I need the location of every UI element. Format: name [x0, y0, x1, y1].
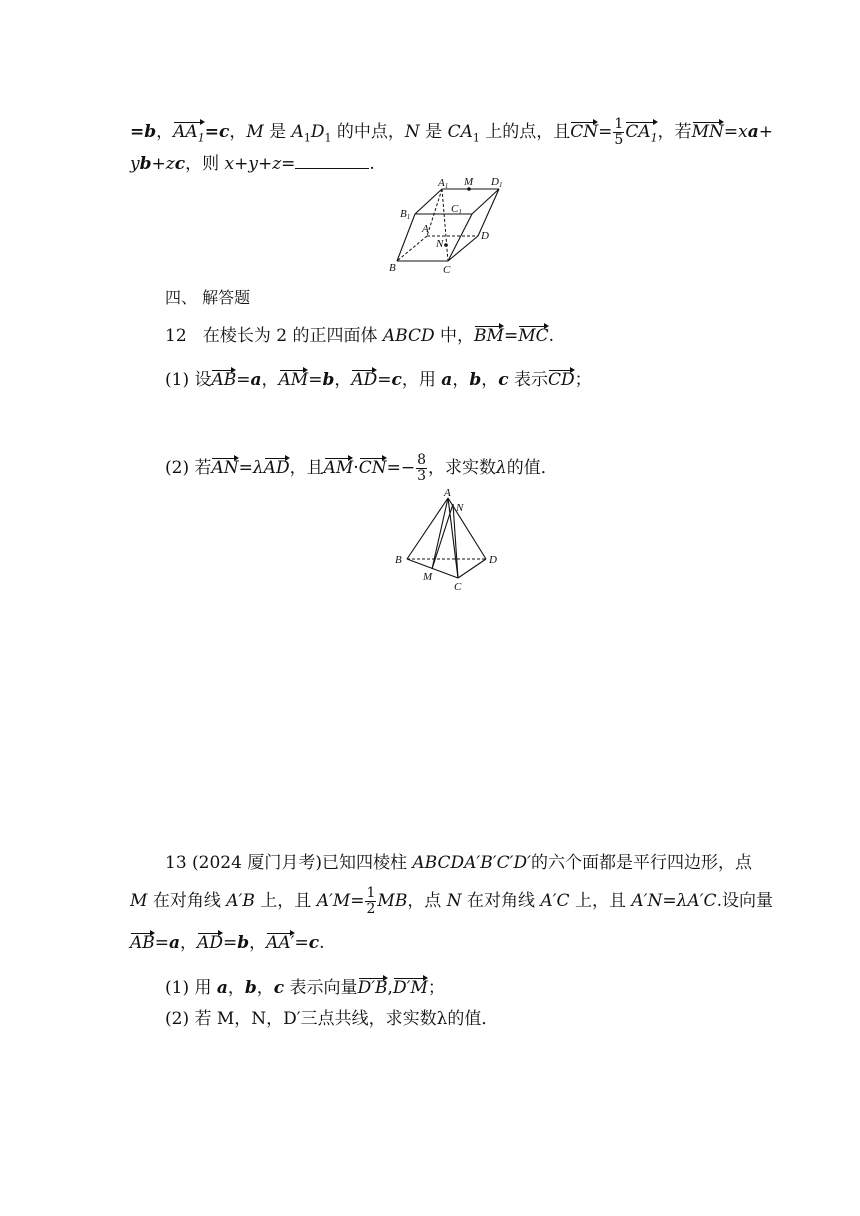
q13-part2: (2) 若 M，N，D′三点共线，求实数λ的值．	[165, 1009, 499, 1029]
q11-continuation-line1: =b，$AA_1=c$，M 是 $A_1D_1$ 的中点，N 是 $CA_1$ 上的点，且CN= $\frac{1}{5}$ $CA_1$，若MN=xa+	[130, 116, 774, 148]
fraction-one-half: $\frac{1}{2}$	[366, 885, 376, 917]
parallelepiped-figure	[385, 175, 515, 277]
label-c: C	[454, 581, 462, 593]
label-a: A	[444, 488, 451, 499]
q12-part2: (2) 若AN=λAD，且AM·CN=− $\frac{8}{3}$ ，求实数λ的值．	[165, 452, 558, 484]
label-d: D	[481, 230, 489, 242]
label-a1: A1	[438, 177, 449, 190]
label-n: N	[456, 502, 464, 514]
vector-mn: MN	[691, 122, 724, 142]
label-d1: D1	[491, 176, 503, 189]
answer-blank[interactable]	[295, 152, 369, 169]
q13-line2: M 在对角线 A′B 上，且 A′M= $\frac{1}{2}$ MB，点 N 在对角线 A′C 上，且 A′N=λA′C.设向量	[130, 885, 773, 917]
label-b: B	[395, 554, 402, 566]
q12-part1: (1) 设AB=a，AM=b，AD=c，用 a，b，c 表示CD；	[165, 370, 592, 390]
vector-aa1: $AA_1$	[173, 121, 205, 149]
label-m: M	[464, 176, 474, 188]
vector-mc: MC	[518, 326, 549, 346]
q13-line3: AB=a，AD=b，AA′=c.	[130, 933, 325, 953]
point-n	[444, 243, 448, 247]
section-title: 四、 解答题	[165, 288, 251, 307]
fraction-one-fifth: $\frac{1}{5}$	[614, 116, 624, 148]
label-c1: C1	[451, 203, 462, 216]
vector-cd: CD	[547, 370, 575, 390]
label-b1: B1	[400, 208, 411, 221]
label-b: B	[389, 262, 396, 274]
q13-part1: (1) 用 a，b，c 表示向量D′B,D′M；	[165, 978, 445, 998]
vector-cn: CN	[570, 122, 599, 142]
label-n: N	[436, 238, 444, 250]
q12-stem: 12 在棱长为 2 的正四面体 ABCD 中，BM=MC.	[165, 326, 555, 346]
label-d: D	[489, 554, 497, 566]
q13-line1: 13 (2024 厦门月考)已知四棱柱 ABCDA′B′C′D′的六个面都是平行四边形，点	[165, 853, 752, 873]
fraction-eight-thirds: $\frac{8}{3}$	[417, 452, 426, 484]
vector-ca1: $CA_1$	[625, 121, 657, 149]
vector-bm: BM	[474, 326, 504, 346]
label-c: C	[443, 264, 451, 276]
q11-continuation-line2: yb+zc，则 x+y+z= .	[130, 154, 375, 174]
tetrahedron-figure	[392, 488, 504, 596]
label-m: M	[423, 571, 433, 583]
label-a: A	[422, 223, 429, 235]
